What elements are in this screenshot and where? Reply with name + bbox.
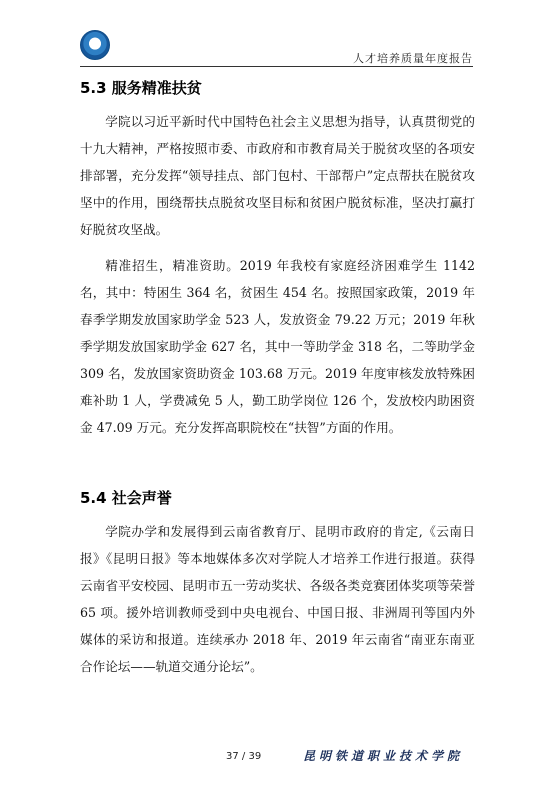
footer-school-name: 昆明铁道职业技术学院 [303,749,464,763]
header-divider [80,66,473,67]
paragraph-poverty-funding: 精准招生，精准资助。2019 年我校有家庭经济困难学生 1142 名，其中：特困生 364 名，贫困生 454 名。按照国家政策，2019 年春季学期发放国家助学金 523 人，发放资金 79.22 万元；2019 年秋季学期发放国家助学金 627 名，其中一等助学金 318 名，二等助学金 309 名，发放国家资助资金 103.68 万元。2019 年度审核发放特殊困难补助 1 人，学费减免 5 人，勤工助学岗位 126 个，发放校内助困资金 47.09 万元。充分发挥高职院校在“扶智”方面的作用。 [80,258,475,435]
school-logo-icon [80,30,110,60]
paragraph-reputation: 学院办学和发展得到云南省教育厅、昆明市政府的肯定,《云南日报》《昆明日报》等本地媒体多次对学院人才培养工作进行报道。获得云南省平安校园、昆明市五一劳动奖状、各级各类竞赛团体奖项等荣誉 65 项。援外培训教师受到中央电视台、中国日报、非洲周刊等国内外媒体的采访和报道。连续承办 2018 年、2019 年云南省“南亚东南亚合作论坛——轨道交通分论坛”。 [80,524,475,674]
page-number: 37 / 39 [226,751,262,762]
page-header [0,0,557,70]
paragraph-poverty-intro: 学院以习近平新时代中国特色社会主义思想为指导，认真贯彻党的十九大精神，严格按照市委、市政府和市教育局关于脱贫攻坚的各项安排部署，充分发挥“领导挂点、部门包村、干部帮户”定点帮扶在脱贫攻坚中的作用，围绕帮扶点脱贫攻坚目标和贫困户脱贫标准，坚决打赢打好脱贫攻坚战。 [80,114,475,237]
section-heading-reputation: 5.4 社会声誉 [80,489,172,507]
section-heading-poverty: 5.3 服务精准扶贫 [80,79,202,97]
header-title: 人才培养质量年度报告 [353,52,473,65]
